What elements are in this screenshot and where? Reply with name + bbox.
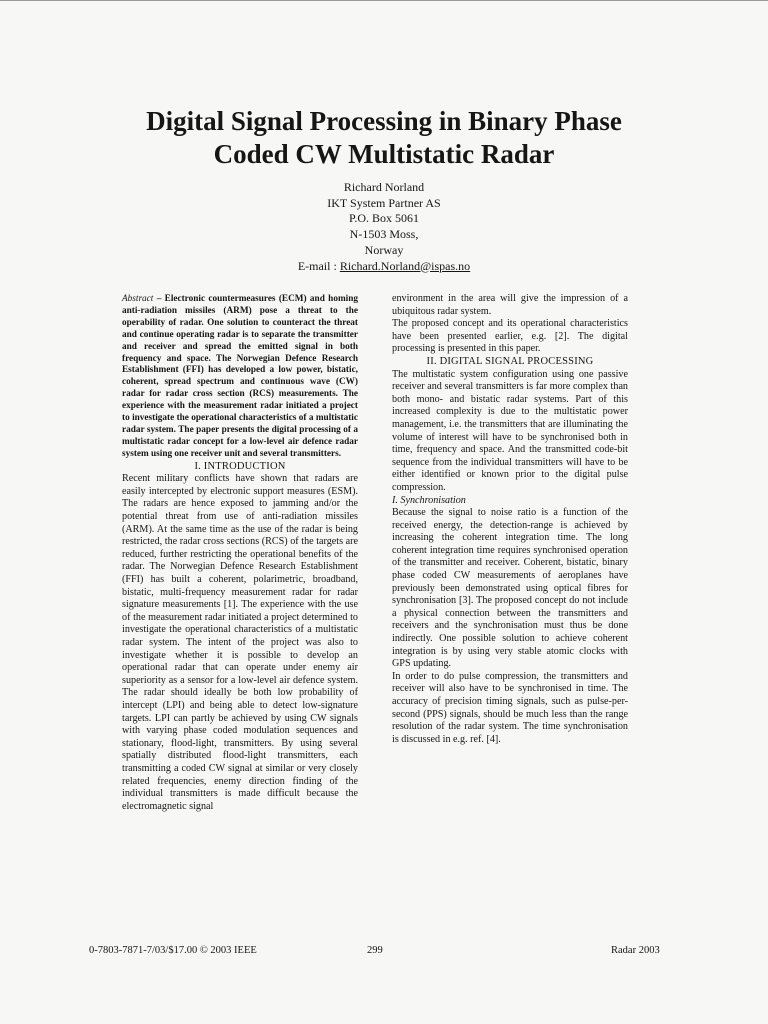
synchronisation-paragraph-2: In order to do pulse compression, the transmitters and receiver will also have to be synchronised in time. The accuracy of precision timing signals, such as pulse-per-second (PPS) signals, should be much less than the range resolution of the radar system. The time synchronisation is discussed in e.g. ref. [4]. (392, 670, 628, 745)
author-address-box: P.O. Box 5061 (348, 211, 419, 226)
subsection-heading-synchronisation: I. Synchronisation (392, 494, 466, 506)
email-label: E-mail : (297, 258, 340, 273)
abstract-text: – Electronic countermeasures (ECM) and homing anti-radiation missiles (ARM) pose a threat to the operability of radar. One solution to counteract the threat and continue operating radar is to separate the transmitter and receiver and spread the emitted signal in both frequency and space. The Norwegian Defence Research Establishment (FFI) has developed a low power, bistatic, coherent, spread spectrum and continuous wave (CW) radar for radar cross section (RCS) measurements. The experience with the measurement radar initiated a project to investigate the operational characteristics of a multistatic radar system. The paper presents the digital processing of a multistatic radar concept for a low-level air defence radar system using one receiver unit and several transmitters. (122, 294, 358, 459)
author-affiliation: IKT System Partner AS (327, 195, 441, 210)
left-column (122, 294, 358, 813)
author-address-city: N-1503 Moss, (349, 227, 419, 242)
footer-conference: Radar 2003 (611, 945, 660, 956)
footer-page-number: 299 (367, 945, 383, 956)
author-block (234, 180, 534, 274)
author-email-line (234, 259, 534, 275)
paper-title (60, 105, 708, 171)
title-line-2: Coded CW Multistatic Radar (213, 139, 555, 169)
abstract-label: Abstract (122, 294, 154, 304)
introduction-paragraph: Recent military conflicts have shown that radars are easily intercepted by electronic support measures (ESM). The radars are hence exposed to jamming and/or the potential threat from use of anti-radiation missiles (ARM). At the same time as the use of the radar is being restricted, the radar cross sections (RCS) of the targets are reduced, further restricting the operational benefits of the radar. The Norwegian Defence Research Establishment (FFI) has built a coherent, polarimetric, broadband, bistatic, multi-frequency measurement radar for radar signature measurements [1]. The experience with the use of the measurement radar initiated a project determined to investigate the operational characteristics of a multistatic radar system. The intent of the project was also to investigate whether it is possible to develop an operational radar that can operate under enemy air superiority as a sensor for a low-level air defence system. The radar should ideally be both low probability of intercept (LPI) and being able to detect low-signature targets. LPI can partly be achieved by using CW signals with varying phase coded modulation sequences and stationary, flood-light, transmitters. By using several spatially distributed flood-light transmitters, each transmitting a coded CW signal at similar or very closely related frequencies, enemy direction finding of the individual transmitters is made difficult because the electromagnetic signal (122, 473, 358, 812)
page-top-edge (0, 0, 768, 1)
section-heading-introduction: I. INTRODUCTION (194, 460, 286, 472)
dsp-paragraph: The multistatic system configuration using one passive receiver and several transmitters is far more complex than both mono- and bistatic radar systems. Part of this increased complexity is due to the multistatic power management, i.e. the transmitters that are illuminating the volume of interest will have to be synchronised both in time, frequency and space. And the transmitted code-bit sequence from the individual transmitters will have to be either identified or known prior to the digital pulse compression. (392, 368, 628, 493)
abstract-paragraph (122, 294, 358, 461)
introduction-continuation: environment in the area will give the impression of a ubiquitous radar system. (392, 293, 628, 317)
title-line-1: Digital Signal Processing in Binary Phase (146, 106, 622, 136)
author-address-country: Norway (364, 242, 404, 257)
author-name: Richard Norland (343, 180, 425, 194)
footer-copyright: 0-7803-7871-7/03/$17.00 © 2003 IEEE (89, 945, 257, 956)
right-column (392, 293, 628, 746)
synchronisation-paragraph-1: Because the signal to noise ratio is a function of the received energy, the detection-range is achieved by increasing the coherent integration time. The long coherent integration time requires synchronised operation of the transmitter and receiver. Coherent, bistatic, binary phase coded CW measurements of aeroplanes have previously been demonstrated using optical fibres for synchronisation [3]. The proposed concept do not include a physical connection between the transmitters and receivers and the synchronisation must thus be done indirectly. One possible solution to achieve coherent integration is by using very stable atomic clocks with GPS updating. (392, 507, 628, 670)
section-heading-dsp: II. DIGITAL SIGNAL PROCESSING (426, 355, 594, 367)
introduction-paragraph-2: The proposed concept and its operational characteristics have been presented earlier, e.g. [2]. The digital processing is presented in this paper. (392, 318, 628, 355)
email-link[interactable]: Richard.Norland@ispas.no (339, 258, 471, 273)
